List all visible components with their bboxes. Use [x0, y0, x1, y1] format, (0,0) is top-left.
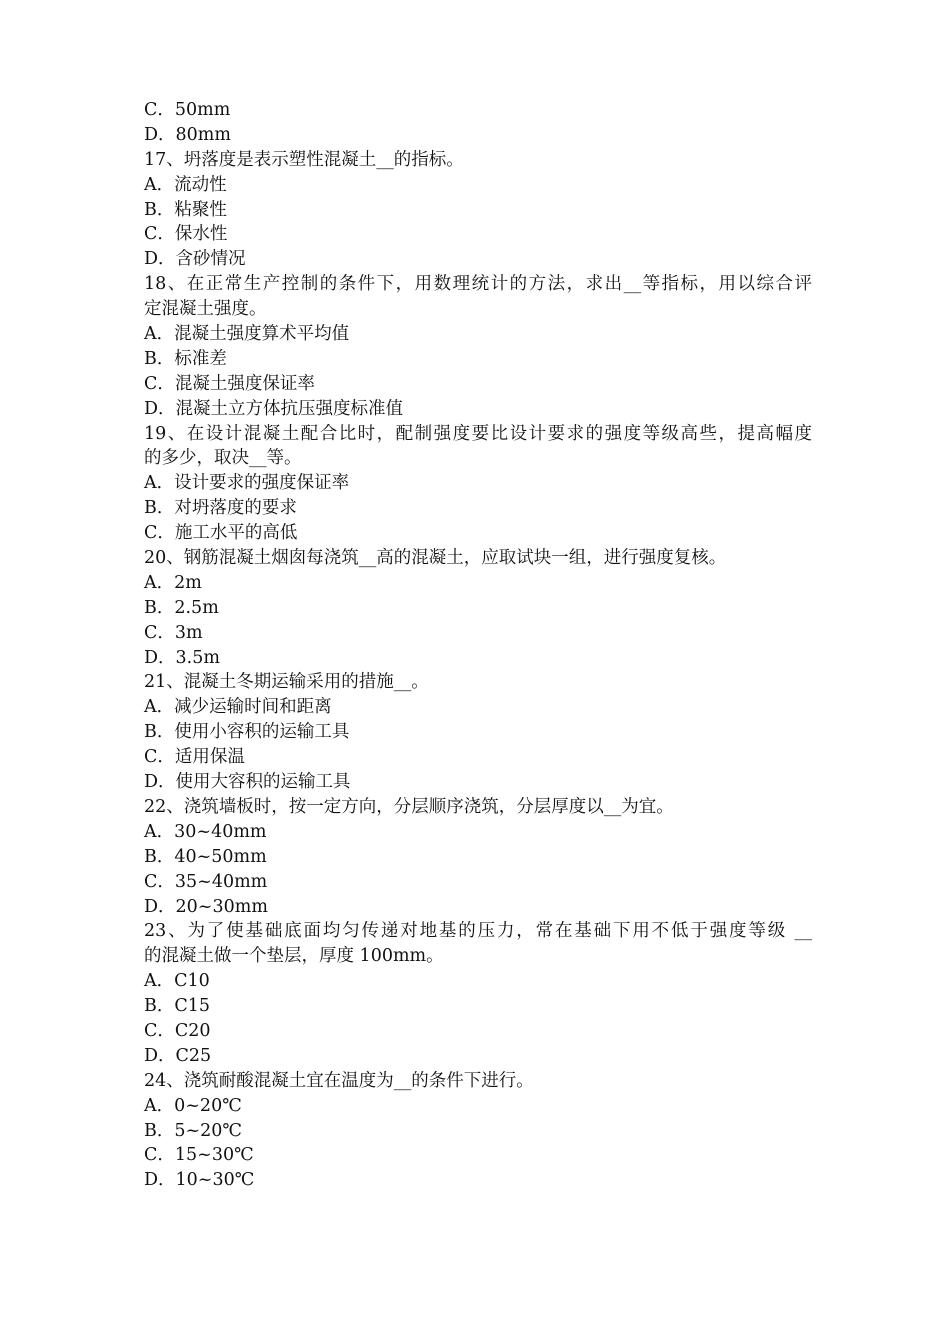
option-b-q20: B．2.5m	[144, 597, 219, 618]
option-a-q20: A．2m	[144, 572, 202, 593]
option-d-q24: D．10~30℃	[144, 1170, 255, 1191]
option-b-q24: B．5~20℃	[144, 1120, 243, 1141]
option-b-q18: B．标准差	[144, 348, 227, 369]
option-b-q19: B．对坍落度的要求	[144, 498, 297, 519]
question-23-line-2: 的混凝土做一个垫层，厚度 100mm。	[144, 946, 444, 967]
option-c-q24: C．15~30℃	[144, 1145, 254, 1166]
option-b-q21: B．使用小容积的运输工具	[144, 722, 350, 743]
option-c-q16: C．50mm	[144, 100, 231, 120]
option-b-q23: B．C15	[144, 996, 211, 1017]
option-b-q22: B．40~50mm	[144, 846, 267, 867]
option-d-q16: D．80mm	[144, 124, 231, 145]
option-a-q22: A．30~40mm	[144, 821, 267, 842]
option-d-q22: D．20~30mm	[144, 896, 268, 917]
option-c-q22: C．35~40mm	[144, 871, 268, 892]
option-c-q18: C．混凝土强度保证率	[144, 373, 315, 394]
option-a-q21: A．减少运输时间和距离	[144, 697, 332, 718]
option-c-q20: C．3m	[144, 622, 203, 643]
option-d-q17: D．含砂情况	[144, 249, 246, 270]
option-a-q19: A．设计要求的强度保证率	[144, 473, 350, 494]
option-c-q19: C．施工水平的高低	[144, 523, 298, 544]
option-a-q17: A．流动性	[144, 174, 227, 195]
question-22: 22、浇筑墙板时，按一定方向，分层顺序浇筑，分层厚度以__为宜。	[144, 796, 674, 817]
question-24: 24、浇筑耐酸混凝土宜在温度为__的条件下进行。	[144, 1070, 534, 1091]
option-a-q24: A．0~20℃	[144, 1095, 242, 1116]
document-body	[144, 98, 812, 1193]
option-c-q17: C．保水性	[144, 224, 228, 245]
question-21: 21、混凝土冬期运输采用的措施__。	[144, 672, 429, 693]
question-23-line-1: 23、为了使基础底面均匀传递对地基的压力，常在基础下用不低于强度等级 __	[144, 921, 812, 942]
option-d-q23: D．C25	[144, 1045, 212, 1066]
option-b-q17: B．粘聚性	[144, 199, 227, 220]
question-19-line-2: 的多少，取决__等。	[144, 448, 302, 469]
option-c-q23: C．C20	[144, 1020, 211, 1041]
option-d-q20: D．3.5m	[144, 647, 220, 668]
option-a-q18: A．混凝土强度算术平均值	[144, 324, 350, 345]
question-17: 17、坍落度是表示塑性混凝土__的指标。	[144, 149, 464, 170]
question-19-line-1: 19、在设计混凝土配合比时，配制强度要比设计要求的强度等级高些，提高幅度	[144, 423, 812, 444]
question-20: 20、钢筋混凝土烟囱每浇筑__高的混凝土，应取试块一组，进行强度复核。	[144, 548, 727, 569]
question-18-line-1: 18、在正常生产控制的条件下，用数理统计的方法，求出__等指标，用以综合评	[144, 274, 812, 295]
option-d-q21: D．使用大容积的运输工具	[144, 772, 351, 793]
option-c-q21: C．适用保温	[144, 747, 245, 768]
option-d-q18: D．混凝土立方体抗压强度标准值	[144, 398, 404, 419]
question-18-line-2: 定混凝土强度。	[144, 299, 267, 320]
option-a-q23: A．C10	[144, 971, 210, 992]
